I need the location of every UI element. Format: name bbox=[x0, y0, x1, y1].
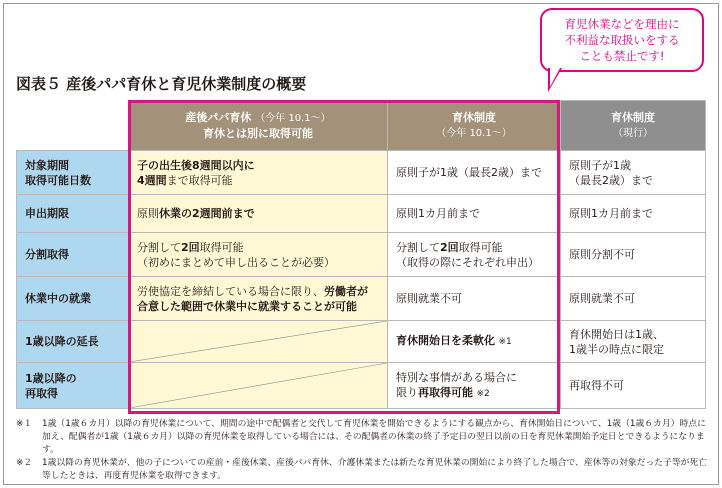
cell-text: 再取得可能 bbox=[418, 385, 473, 399]
table-row bbox=[17, 233, 706, 277]
corner-cell bbox=[17, 101, 129, 151]
comparison-table bbox=[16, 100, 706, 409]
row-label bbox=[17, 321, 129, 363]
callout-line: ことも禁止です! bbox=[579, 49, 665, 63]
cell-papa bbox=[129, 195, 388, 233]
footnote-text: 1歳以降の育児休業が、他の子についての産前・産後休業、産後パパ育休、介護休業または新たな育児休業の開始により終了した場合で、産休等の対象だった子等が死亡等したときは、再度育児休業を取得できます。 bbox=[42, 458, 708, 481]
diagonal-slash bbox=[129, 321, 387, 362]
table-row bbox=[17, 195, 706, 233]
row-label-line: 対象期間 bbox=[25, 158, 69, 172]
cell-text: 2回 bbox=[440, 240, 459, 254]
cell-text: 特別な事情がある場合に bbox=[396, 370, 517, 384]
cell-current bbox=[561, 321, 706, 363]
cell-current bbox=[561, 363, 706, 409]
cell-text: （初めにまとめて申し出ることが必要） bbox=[137, 255, 335, 269]
cell-text: 原則分割不可 bbox=[569, 248, 635, 261]
cell-text: 取得可能 bbox=[199, 240, 244, 254]
callout-line: 不利益な取扱いをする bbox=[564, 33, 680, 47]
cell-papa-not-applicable bbox=[129, 363, 388, 409]
row-label bbox=[17, 277, 129, 321]
header-papa-title: 産後パパ育休 bbox=[185, 111, 252, 124]
cell-text: （取得の際にそれぞれ申出） bbox=[396, 255, 539, 269]
row-label bbox=[17, 151, 129, 195]
callout-bubble bbox=[540, 8, 704, 72]
cell-new bbox=[388, 151, 561, 195]
cell-text: 合意した範囲で休業中に就業することが可能 bbox=[137, 299, 357, 313]
note-ref: ※1 bbox=[498, 337, 512, 347]
row-label-line: 休業中の就業 bbox=[25, 292, 91, 305]
cell-text: （最長2歳）まで bbox=[569, 173, 653, 187]
header-new-date: （今年 10.1～） bbox=[436, 128, 512, 139]
cell-new bbox=[388, 363, 561, 409]
footnote-mark: ※１ bbox=[16, 419, 33, 429]
cell-text: 原則子が1歳（最長2歳）まで bbox=[396, 166, 542, 179]
cell-text: まで取得可能 bbox=[166, 173, 233, 187]
footnote bbox=[16, 457, 708, 483]
footnotes bbox=[16, 418, 708, 483]
cell-text: 労使協定を締結している場合に限り、 bbox=[137, 284, 324, 298]
note-ref: ※2 bbox=[476, 388, 490, 399]
cell-new bbox=[388, 195, 561, 233]
row-label-line: 分割取得 bbox=[25, 248, 69, 261]
cell-current bbox=[561, 151, 706, 195]
footnote-text: 1歳（1歳６カ月）以降の育児休業について、期間の途中で配偶者と交代して育児休業を開始できるようにする観点から、育休開始日について、1歳（1歳６カ月）時点に加え、配偶者が1歳（1歳６カ月）以降の育児休業を取得している場合には、その配偶者の休業の終了予定日の翌日以前の日を育児休業開始予定日とできるようになります。 bbox=[42, 419, 706, 455]
cell-current bbox=[561, 277, 706, 321]
row-label bbox=[17, 195, 129, 233]
header-row bbox=[17, 101, 706, 151]
row-label bbox=[17, 363, 129, 409]
cell-text: 分割して bbox=[137, 240, 181, 254]
header-ikukyu-new bbox=[388, 101, 561, 151]
footnote-mark: ※２ bbox=[16, 458, 33, 468]
row-label-line: 1歳以降の bbox=[25, 371, 77, 385]
cell-papa bbox=[129, 233, 388, 277]
cell-new bbox=[388, 321, 561, 363]
row-label-line: 取得可能日数 bbox=[25, 173, 91, 187]
footnote bbox=[16, 418, 708, 457]
header-ikukyu-current bbox=[561, 101, 706, 151]
cell-papa-not-applicable bbox=[129, 321, 388, 363]
cell-text: 育休開始日は1歳、 bbox=[569, 327, 664, 341]
cell-text: 限り bbox=[396, 385, 418, 399]
cell-text: 原則1カ月前まで bbox=[569, 207, 653, 220]
cell-text: 子の出生後8週間以内に bbox=[137, 158, 255, 172]
cell-text: 原則就業不可 bbox=[569, 292, 635, 305]
row-label-line: 1歳以降の延長 bbox=[25, 335, 99, 348]
cell-text: 育休開始日を柔軟化 bbox=[396, 334, 495, 347]
cell-current bbox=[561, 233, 706, 277]
callout-tail-inner bbox=[550, 68, 560, 87]
cell-text: 取得可能 bbox=[458, 240, 503, 254]
header-papa-sub: 育休とは別に取得可能 bbox=[203, 127, 313, 140]
row-label-line: 再取得 bbox=[25, 386, 58, 400]
cell-text: 2回 bbox=[181, 240, 200, 254]
header-papa-date: （今年 10.1～） bbox=[255, 113, 331, 124]
cell-text: 分割して bbox=[396, 240, 440, 254]
table-row bbox=[17, 363, 706, 409]
cell-text: 1歳半の時点に限定 bbox=[569, 342, 664, 356]
table-row bbox=[17, 151, 706, 195]
figure-title: 図表５ 産後パパ育休と育児休業制度の概要 bbox=[16, 75, 307, 93]
cell-new bbox=[388, 233, 561, 277]
header-new-title: 育休制度 bbox=[452, 111, 496, 124]
cell-text: 休業の2週間前まで bbox=[159, 207, 255, 220]
header-cur-sub: （現行） bbox=[613, 128, 653, 139]
row-label bbox=[17, 233, 129, 277]
cell-new bbox=[388, 277, 561, 321]
cell-current bbox=[561, 195, 706, 233]
cell-text: 4週間 bbox=[137, 173, 167, 187]
cell-text: 労働者が bbox=[324, 284, 368, 298]
cell-text: 原則 bbox=[137, 207, 159, 220]
callout-line: 育児休業などを理由に bbox=[564, 17, 680, 31]
header-papa-ikukyu bbox=[129, 101, 388, 151]
cell-text: 原則就業不可 bbox=[396, 292, 462, 305]
row-label-line: 申出期限 bbox=[25, 207, 69, 220]
cell-text: 再取得不可 bbox=[569, 379, 624, 392]
cell-text: 原則子が1歳 bbox=[569, 158, 631, 172]
cell-papa bbox=[129, 277, 388, 321]
table-row bbox=[17, 277, 706, 321]
table-row bbox=[17, 321, 706, 363]
cell-papa bbox=[129, 151, 388, 195]
cell-text: 原則1カ月前まで bbox=[396, 207, 480, 220]
diagonal-slash bbox=[129, 363, 387, 408]
header-cur-title: 育休制度 bbox=[611, 111, 655, 124]
